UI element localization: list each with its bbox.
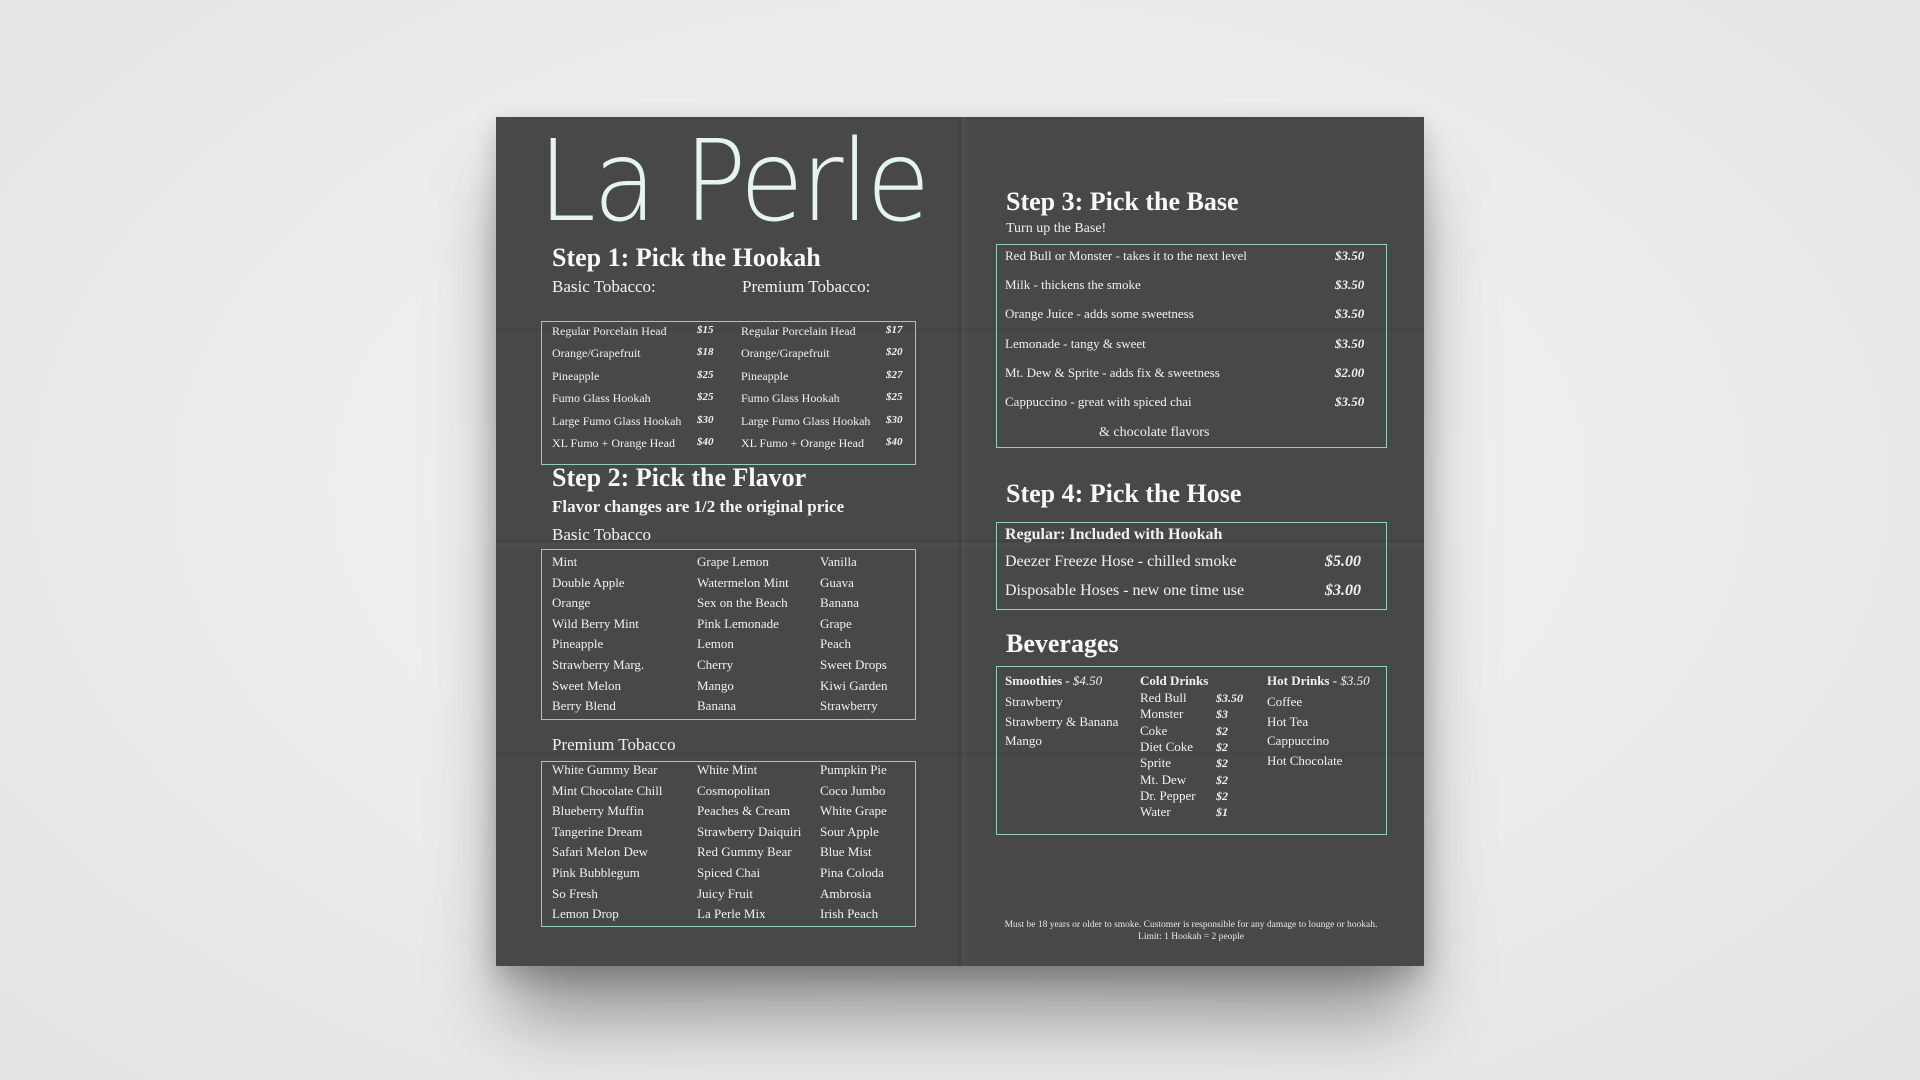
hookah-item-name: XL Fumo + Orange Head: [741, 436, 864, 450]
hookah-item-price: $17: [886, 324, 903, 336]
flavor-item: Strawberry Marg.: [552, 657, 645, 672]
flavor-item: Juicy Fruit: [697, 885, 753, 901]
step4-title: Step 4: Pick the Hose: [1006, 479, 1242, 508]
hookah-item-name: Pineapple: [552, 368, 600, 383]
hookah-item-name: Regular Porcelain Head: [741, 324, 856, 338]
base-item-price: $3.50: [1335, 248, 1365, 263]
flavor-item: Cherry: [697, 657, 734, 672]
flavor-item: Kiwi Garden: [820, 677, 888, 693]
beverages-box: [996, 666, 1387, 835]
smoothies-label: Smoothies -: [1005, 673, 1073, 688]
cold-drink-price: $2: [1216, 756, 1228, 771]
flavor-item: Strawberry Daiquiri: [697, 823, 802, 839]
hookah-item-name: Large Fumo Glass Hookah: [552, 413, 682, 428]
flavor-item: Watermelon Mint: [697, 574, 789, 590]
smoothies-price: $4.50: [1072, 673, 1103, 688]
hose-item-name: Disposable Hoses - new one time use: [1005, 582, 1245, 599]
flavor-item: Sweet Drops: [820, 657, 887, 672]
flavor-item: Banana: [697, 698, 736, 714]
flavor-item: Coco Jumbo: [820, 782, 886, 798]
flavor-item: Safari Melon Dew: [552, 844, 649, 860]
step2-premium-box: [541, 761, 916, 927]
base-item-name: Lemonade - tangy & sweet: [1005, 335, 1146, 351]
base-item-name: Red Bull or Monster - takes it to the next level: [1005, 248, 1247, 263]
cold-drink-price: $1: [1216, 805, 1228, 820]
hot-drink-item: Coffee: [1267, 694, 1303, 709]
cold-drink-name: Water: [1140, 804, 1171, 820]
flavor-item: Peaches & Cream: [697, 803, 791, 819]
footer-line-1: Must be 18 years or older to smoke. Customer is responsible for any damage to lounge or hookah.: [1004, 920, 1378, 930]
base-continuation: & chocolate flavors: [1099, 425, 1210, 440]
smoothie-item: Strawberry & Banana: [1005, 713, 1119, 729]
cold-drink-price: $2: [1216, 772, 1228, 787]
menu-sheet: [496, 117, 1424, 966]
hot-drinks-price: $3.50: [1340, 673, 1370, 688]
hookah-item-name: Regular Porcelain Head: [552, 324, 667, 338]
hose-item-price: $5.00: [1325, 553, 1361, 570]
hookah-item-price: $25: [886, 391, 903, 404]
base-item-price: $2.00: [1335, 364, 1365, 380]
hookah-item-name: Large Fumo Glass Hookah: [741, 413, 871, 428]
cold-drink-price: $3: [1216, 707, 1228, 722]
base-item-name: Milk - thickens the smoke: [1005, 277, 1141, 293]
step1-basic-heading: Basic Tobacco:: [552, 277, 656, 296]
cold-drink-price: $2: [1216, 788, 1228, 803]
flavor-item: Lemon Drop: [552, 906, 619, 922]
flavor-item: Guava: [820, 574, 854, 590]
cold-drink-name: Dr. Pepper: [1140, 787, 1196, 803]
flavor-item: Mint Chocolate Chill: [552, 782, 663, 798]
flavor-item: Pink Bubblegum: [552, 865, 640, 880]
flavor-item: Grape: [820, 615, 852, 631]
flavor-item: Berry Blend: [552, 698, 616, 714]
step1-premium-heading: Premium Tobacco:: [742, 277, 871, 296]
flavor-item: Pina Coloda: [820, 865, 884, 880]
step2-basic-box: [541, 549, 916, 720]
base-item-price: $3.50: [1335, 335, 1365, 351]
flavor-item: Irish Peach: [820, 906, 879, 922]
hookah-item-price: $30: [697, 413, 714, 426]
cold-drink-name: Coke: [1140, 722, 1168, 738]
hookah-item-name: Pineapple: [741, 368, 789, 383]
hot-drinks-label: Hot Drinks -: [1267, 673, 1341, 688]
flavor-item: Banana: [820, 595, 859, 611]
hot-drink-item: Hot Chocolate: [1267, 752, 1343, 768]
step1-title: Step 1: Pick the Hookah: [552, 243, 821, 272]
brand-logo: La Perle: [538, 115, 928, 248]
base-item-price: $3.50: [1335, 306, 1365, 322]
step2-title: Step 2: Pick the Flavor: [552, 463, 807, 492]
hose-item-name: Deezer Freeze Hose - chilled smoke: [1005, 553, 1237, 570]
hookah-item-name: Fumo Glass Hookah: [552, 391, 651, 406]
hookah-item-price: $25: [697, 391, 714, 404]
cold-drink-name: Mt. Dew: [1140, 771, 1187, 787]
flavor-item: Vanilla: [820, 554, 857, 569]
hot-drink-item: Hot Tea: [1267, 713, 1309, 729]
base-item-price: $3.50: [1335, 394, 1365, 409]
cold-drink-name: Red Bull: [1140, 690, 1187, 705]
flavor-item: Sex on the Beach: [697, 595, 788, 611]
hot-drinks-list: [1267, 692, 1342, 770]
hookah-item-price: $18: [697, 346, 714, 359]
hookah-item-name: XL Fumo + Orange Head: [552, 436, 675, 450]
flavor-item: Pink Lemonade: [697, 615, 779, 631]
cold-drinks-heading: Cold Drinks: [1140, 673, 1209, 688]
flavor-item: Grape Lemon: [697, 554, 769, 569]
cold-drink-price: $3.50: [1216, 691, 1243, 705]
smoothie-item: Strawberry: [1005, 694, 1063, 709]
step1-price-box: [541, 321, 916, 465]
smoothie-item: Mango: [1005, 733, 1042, 748]
footer-line-2: Limit: 1 Hookah = 2 people: [1138, 931, 1244, 942]
hot-drink-item: Cappuccino: [1267, 733, 1330, 748]
flavor-item: Double Apple: [552, 574, 625, 590]
flavor-item: Red Gummy Bear: [697, 844, 792, 860]
cold-drink-price: $2: [1216, 739, 1228, 754]
flavor-item: Peach: [820, 636, 852, 652]
flavor-item: La Perle Mix: [697, 906, 766, 922]
hookah-item-name: Orange/Grapefruit: [552, 346, 641, 361]
hookah-item-name: Fumo Glass Hookah: [741, 391, 840, 406]
base-item-name: Cappuccino - great with spiced chai: [1005, 394, 1192, 409]
step4-hose-box: [996, 522, 1387, 610]
step2-premium-heading: Premium Tobacco: [552, 735, 676, 754]
base-item-price: $3.50: [1335, 277, 1365, 293]
hookah-item-price: $15: [697, 324, 714, 336]
hookah-item-price: $30: [886, 413, 903, 426]
flavor-item: White Grape: [820, 803, 887, 819]
hookah-item-price: $25: [697, 368, 714, 381]
flavor-item: Orange: [552, 595, 591, 611]
hookah-item-name: Orange/Grapefruit: [741, 346, 830, 361]
hookah-item-price: $40: [886, 436, 903, 448]
flavor-item: Ambrosia: [820, 885, 872, 901]
step2-basic-heading: Basic Tobacco: [552, 525, 652, 544]
hookah-item-price: $20: [886, 346, 903, 359]
hose-item-price: $3.00: [1325, 582, 1361, 599]
flavor-item: Strawberry: [820, 698, 878, 714]
base-item-name: Mt. Dew & Sprite - adds fix & sweetness: [1005, 364, 1220, 380]
flavor-item: Mango: [697, 677, 734, 693]
flavor-item: White Gummy Bear: [552, 762, 658, 777]
hookah-item-price: $27: [886, 368, 903, 381]
flavor-item: Spiced Chai: [697, 865, 761, 880]
flavor-item: So Fresh: [552, 885, 598, 901]
cold-drink-name: Diet Coke: [1140, 738, 1194, 754]
hookah-item-price: $40: [697, 436, 714, 448]
flavor-item: Pumpkin Pie: [820, 762, 887, 777]
flavor-item: Mint: [552, 554, 578, 569]
cold-drink-name: Sprite: [1140, 755, 1172, 771]
smoothie-list: [1005, 692, 1118, 751]
hot-drinks-heading: [1267, 673, 1370, 689]
cold-drink-name: Monster: [1140, 706, 1184, 722]
flavor-item: Blue Mist: [820, 844, 872, 860]
base-item-name: Orange Juice - adds some sweetness: [1005, 306, 1194, 322]
step3-title: Step 3: Pick the Base: [1006, 187, 1239, 216]
flavor-item: White Mint: [697, 762, 758, 777]
flavor-item: Lemon: [697, 636, 734, 652]
flavor-item: Tangerine Dream: [552, 823, 643, 839]
flavor-item: Sweet Melon: [552, 677, 621, 693]
step3-subtitle: Turn up the Base!: [1006, 221, 1107, 236]
beverages-title: Beverages: [1006, 629, 1119, 658]
footer-disclaimer: [991, 920, 1391, 944]
smoothies-heading: [1005, 673, 1102, 689]
step3-base-box: [996, 244, 1387, 448]
flavor-item: Blueberry Muffin: [552, 803, 644, 819]
flavor-item: Wild Berry Mint: [552, 615, 639, 631]
cold-drink-price: $2: [1216, 723, 1228, 738]
flavor-item: Sour Apple: [820, 823, 879, 839]
step2-subtitle: Flavor changes are 1/2 the original price: [552, 497, 845, 516]
flavor-item: Cosmopolitan: [697, 782, 770, 798]
hose-regular: Regular: Included with Hookah: [1005, 526, 1223, 543]
flavor-item: Pineapple: [552, 636, 604, 652]
